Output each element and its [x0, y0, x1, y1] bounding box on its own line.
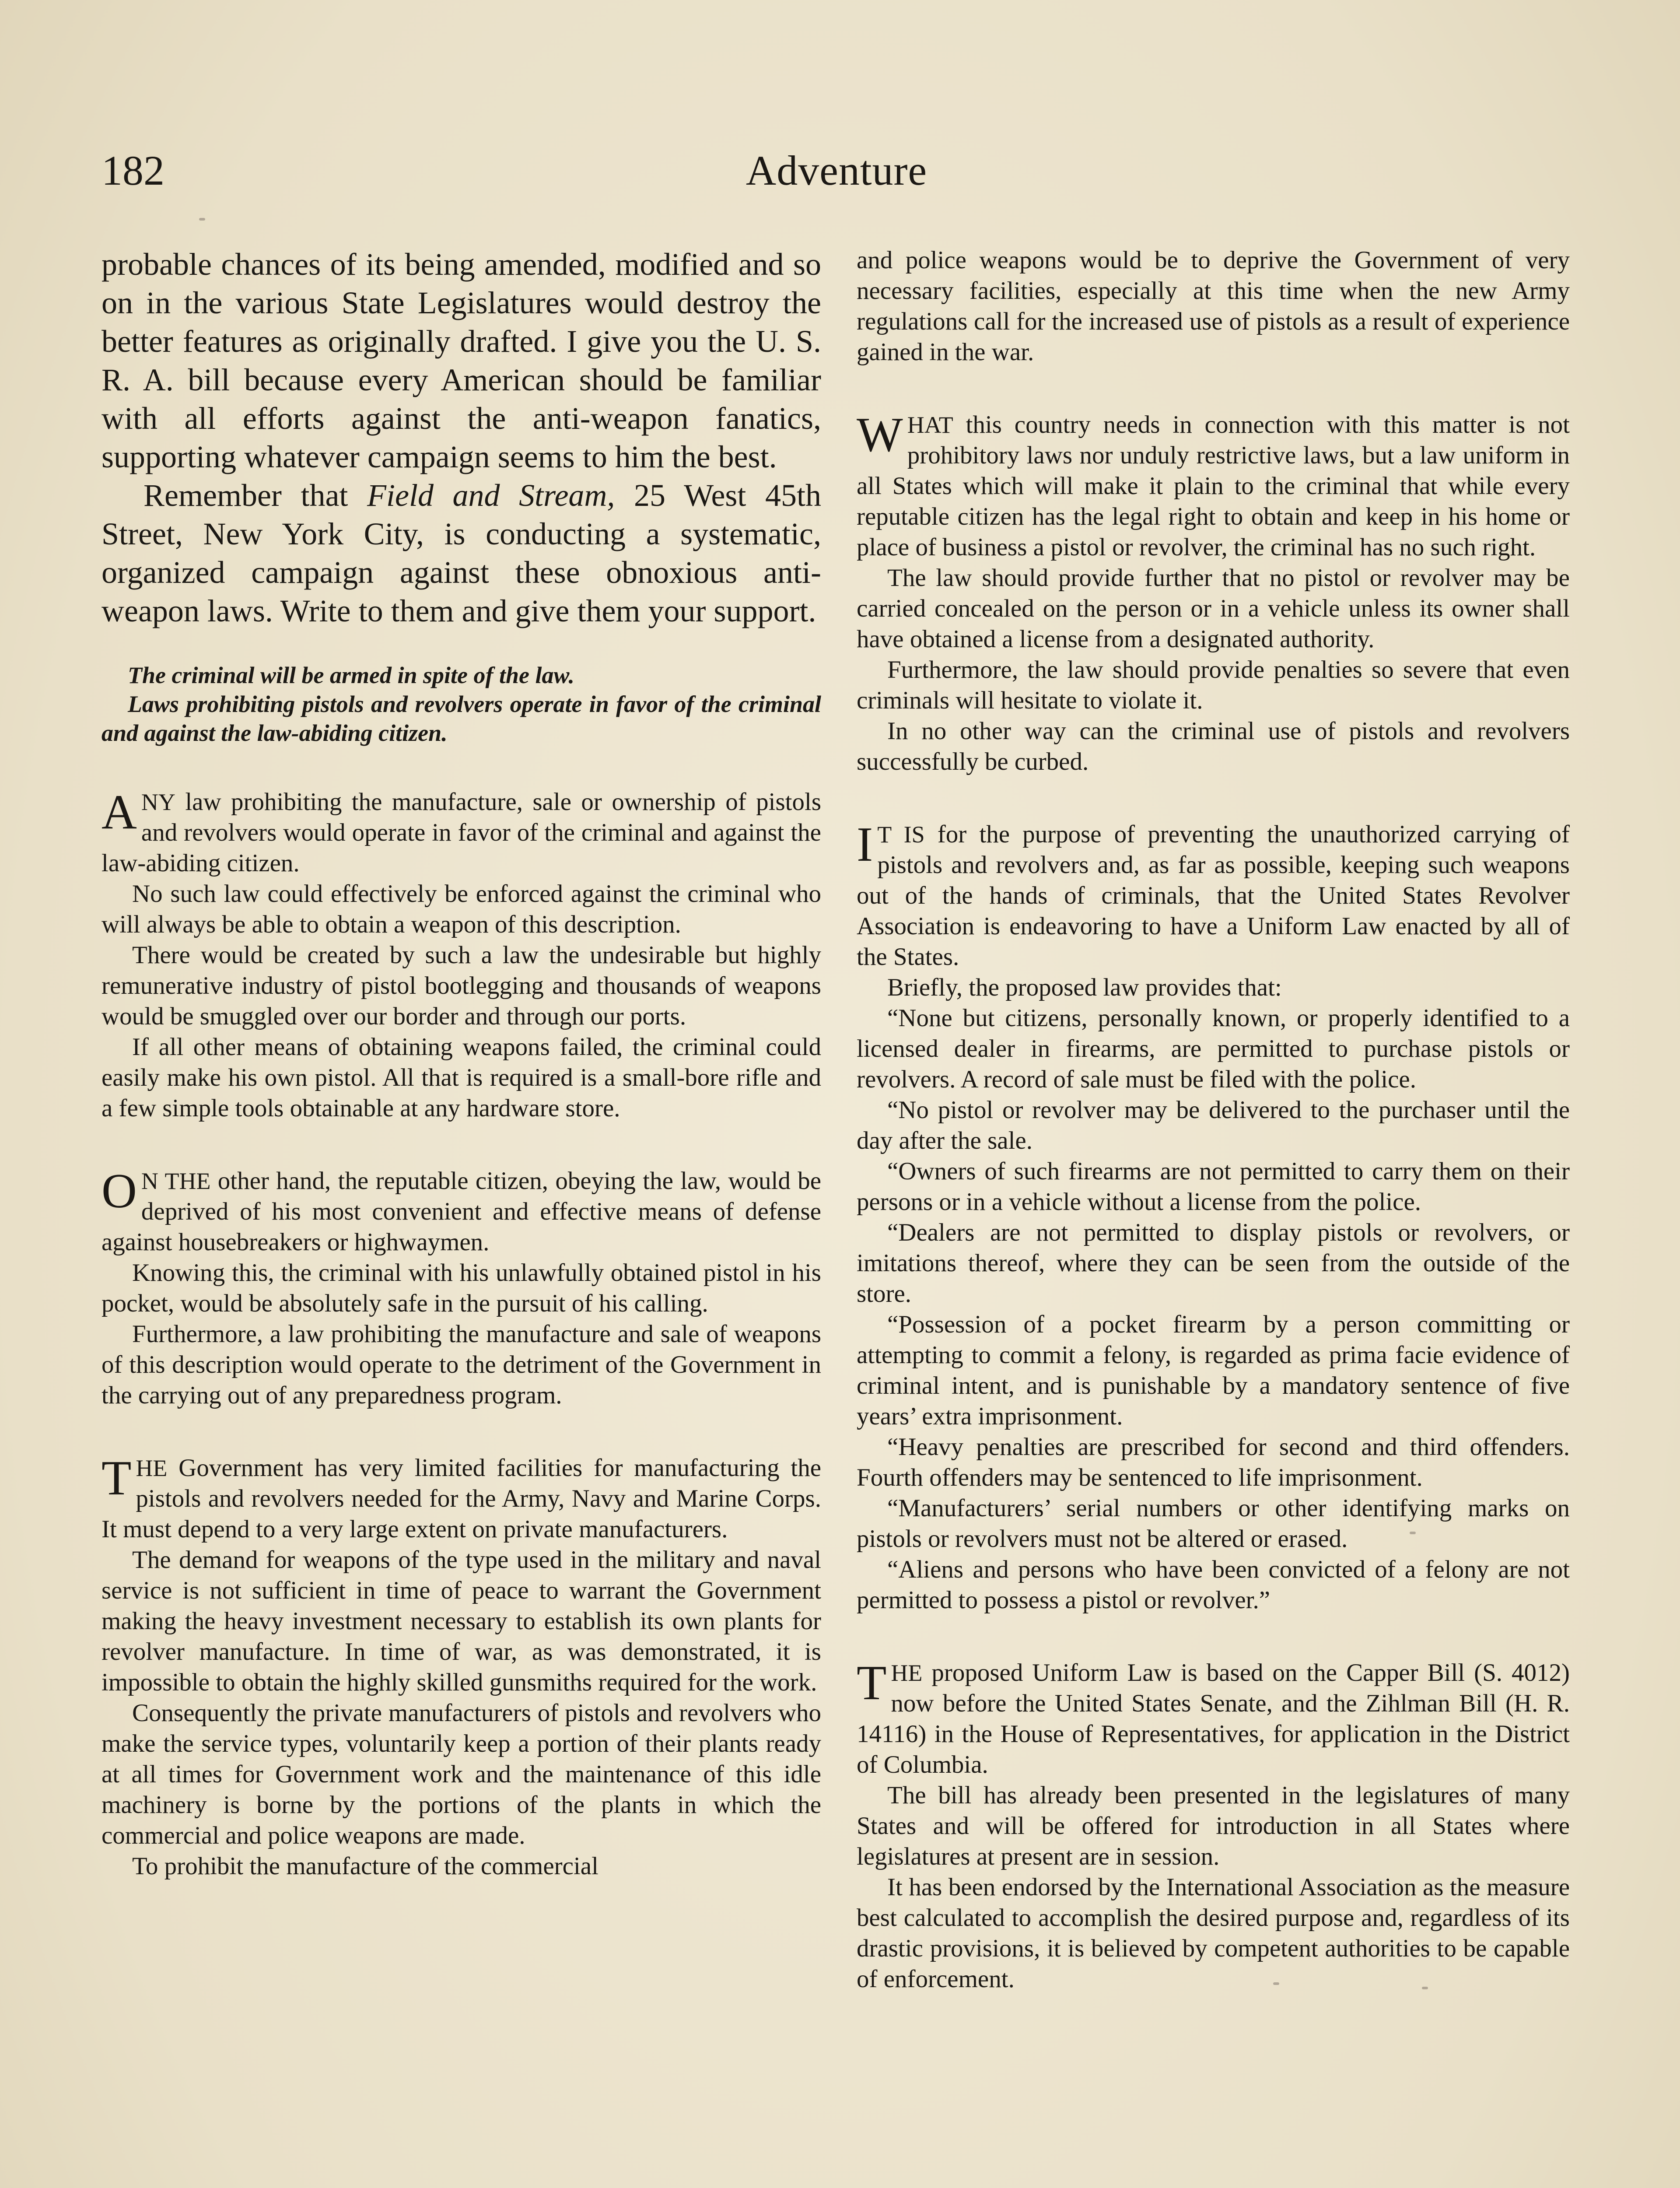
paragraph: The demand for weapons of the type used in the military and naval service is not sufficient in time of peace to warrant the Government making the heavy investment necessary to establish its own plants for revolver manufacture. In time of war, as was demonstrated, it is impossible to obtain the highly skilled gunsmiths required for the work.	[102, 1546, 821, 1696]
law-provision: “Manufacturers’ serial numbers or other identifying marks on pistols or revolvers must not be altered or erased.	[857, 1494, 1570, 1553]
opening-text: for the purpose of preventing the unauthorized carrying of pistols and revolvers and, as far as possible, keeping such weapons out of the hands of criminals, that the United States Revolver Association is endeavoring to have a Uniform Law enacted by all of the States.	[857, 820, 1570, 971]
section-opening	[857, 1658, 1570, 1780]
article-section	[857, 410, 1570, 777]
page-header	[102, 144, 1572, 214]
paragraph: The bill has already been presented in the legislatures of many States and will be offered for introduction in all States where legislatures at present are in session.	[857, 1781, 1570, 1870]
paper-speck	[1273, 1982, 1279, 1985]
page-number: 182	[102, 147, 164, 194]
drop-cap: W	[857, 408, 903, 462]
publication-name: Field and Stream,	[367, 478, 615, 513]
paragraph: Furthermore, the law should provide penalties so severe that even criminals will hesitate to violate it.	[857, 656, 1570, 714]
lead-caps: HE	[136, 1455, 168, 1481]
pull-quote-line: The criminal will be armed in spite of the law.	[128, 662, 575, 688]
magazine-title: Adventure	[746, 147, 928, 194]
drop-cap: A	[102, 785, 137, 839]
paper-speck	[1422, 1987, 1428, 1989]
lead-paragraph-2	[102, 476, 821, 630]
pull-quote	[102, 661, 821, 747]
law-provision: “Aliens and persons who have been convicted of a felony are not permitted to possess a pistol or revolver.”	[857, 1556, 1570, 1614]
paragraph: To prohibit the manufacture of the commercial	[132, 1852, 598, 1880]
article-section	[102, 787, 821, 1124]
section-opening	[102, 787, 821, 879]
paragraph: There would be created by such a law the undesirable but highly remunerative industry of pistol bootlegging and thousands of weapons would be smuggled over our border and through our ports.	[102, 941, 821, 1030]
law-provision: “Heavy penalties are prescribed for second and third offenders. Fourth offenders may be sentenced to life imprisonment.	[857, 1433, 1570, 1491]
lead-paragraph: probable chances of its being amended, modified and so on in the various State Legislatures would destroy the better features as originally drafted. I give you the U. S. R. A. bill because every American should be familiar with all efforts against the anti-weapon fanatics, supporting whatever campaign seems to him the best.	[102, 247, 821, 474]
article-section	[102, 1166, 821, 1411]
drop-cap: O	[102, 1164, 137, 1218]
opening-text: this country needs in connection with this matter is not prohibitory laws nor unduly restrictive laws, but a law uniform in all States which will make it plain to the criminal that while every reputable citizen has the legal right to obtain and keep in his home or place of business a pistol or revolver, the criminal has no such right.	[857, 411, 1570, 561]
lead-caps: NY	[141, 789, 175, 815]
law-provision: “None but citizens, personally known, or properly identified to a licensed dealer in firearms, are permitted to purchase pistols or revolvers. A record of sale must be filed with the police.	[857, 1004, 1570, 1093]
section-opening	[102, 1166, 821, 1258]
law-provision: “Dealers are not permitted to display pistols or revolvers, or imitations thereof, where they can be seen from the outside of the store.	[857, 1219, 1570, 1308]
paragraph: Briefly, the proposed law provides that:	[887, 974, 1282, 1001]
opening-text: proposed Uniform Law is based on the Capper Bill (S. 4012) now before the United States Senate, and the Zihlman Bill (H. R. 14116) in the House of Representatives, for application in the District of Columbia.	[857, 1659, 1570, 1778]
paragraph: If all other means of obtaining weapons failed, the criminal could easily make his own pistol. All that is required is a small-bore rifle and a few simple tools obtainable at any hardware store.	[102, 1033, 821, 1122]
paper-speck	[1410, 1532, 1416, 1534]
article-section	[857, 819, 1570, 1616]
lead-text-fragment: Remember that	[144, 478, 367, 513]
section-opening	[857, 819, 1570, 972]
opening-text: Government has very limited facilities for manufacturing the pistols and revolvers needed for the Army, Navy and Marine Corps. It must depend to a very large extent on private manufacturers.	[102, 1454, 821, 1543]
paragraph: It has been endorsed by the International Association as the measure best calculated to accomplish the desired purpose and, regardless of its drastic provisions, it is believed by competent authorities to be capable of enforcement.	[857, 1873, 1570, 1993]
lead-text	[102, 245, 821, 630]
paragraph: Knowing this, the criminal with his unlawfully obtained pistol in his pocket, would be absolutely safe in the pursuit of his calling.	[102, 1259, 821, 1317]
opening-text: law prohibiting the manufacture, sale or ownership of pistols and revolvers would operate in favor of the criminal and against the law-abiding citizen.	[102, 788, 821, 877]
law-provision: “Possession of a pocket firearm by a person committing or attempting to commit a felony, is regarded as prima facie evidence of criminal intent, and is punishable by a mandatory sentence of five years’ extra imprisonment.	[857, 1311, 1570, 1430]
drop-cap: T	[102, 1451, 132, 1505]
pull-quote-line: Laws prohibiting pistols and revolvers operate in favor of the criminal and against the law-abiding citizen.	[102, 691, 821, 746]
drop-cap: I	[857, 817, 873, 872]
left-body	[102, 787, 821, 1882]
paragraph: In no other way can the criminal use of pistols and revolvers successfully be curbed.	[857, 717, 1570, 775]
law-provision: “Owners of such firearms are not permitted to carry them on their persons or in a vehicle without a license from the police.	[857, 1157, 1570, 1216]
paragraph: No such law could effectively be enforced against the criminal who will always be able to obtain a weapon of this description.	[102, 880, 821, 938]
paragraph: Consequently the private manufacturers of pistols and revolvers who make the service types, voluntarily keep a portion of their plants ready at all times for Government work and the maintenance of this idle machinery is borne by the portions of the plants in which the commercial and police weapons are made.	[102, 1699, 821, 1849]
lead-text-fragment: 25 West 45th Street, New York City, is conducting a systematic, organized campaign against these obnoxious anti-weapon laws. Write to them and give them your support.	[102, 478, 822, 628]
article-section	[857, 1658, 1570, 1995]
drop-cap: T	[857, 1656, 887, 1710]
right-column	[857, 245, 1570, 1995]
article-section	[102, 1453, 821, 1882]
continuation-paragraph: and police weapons would be to deprive the Government of very necessary facilities, especially at this time when the new Army regulations call for the increased use of pistols as a result of experience gained in the war.	[857, 246, 1570, 366]
law-provision: “No pistol or revolver may be delivered to the purchaser until the day after the sale.	[857, 1096, 1570, 1154]
paragraph: Furthermore, a law prohibiting the manufacture and sale of weapons of this description would operate to the detriment of the Government in the carrying out of any preparedness program.	[102, 1320, 821, 1409]
section-opening	[857, 410, 1570, 563]
paragraph: The law should provide further that no pistol or revolver may be carried concealed on the person or in a vehicle unless its owner shall have obtained a license from a designated authority.	[857, 564, 1570, 653]
lead-caps: HE	[891, 1660, 923, 1686]
left-column	[102, 245, 821, 1882]
section-opening	[102, 1453, 821, 1545]
lead-caps: T IS	[877, 821, 925, 848]
lead-caps: N THE	[141, 1168, 211, 1194]
paper-speck	[199, 218, 205, 221]
lead-caps: HAT	[907, 412, 953, 438]
opening-text: other hand, the reputable citizen, obeying the law, would be deprived of his most convenient and effective means of defense against housebreakers or highwaymen.	[102, 1167, 821, 1256]
